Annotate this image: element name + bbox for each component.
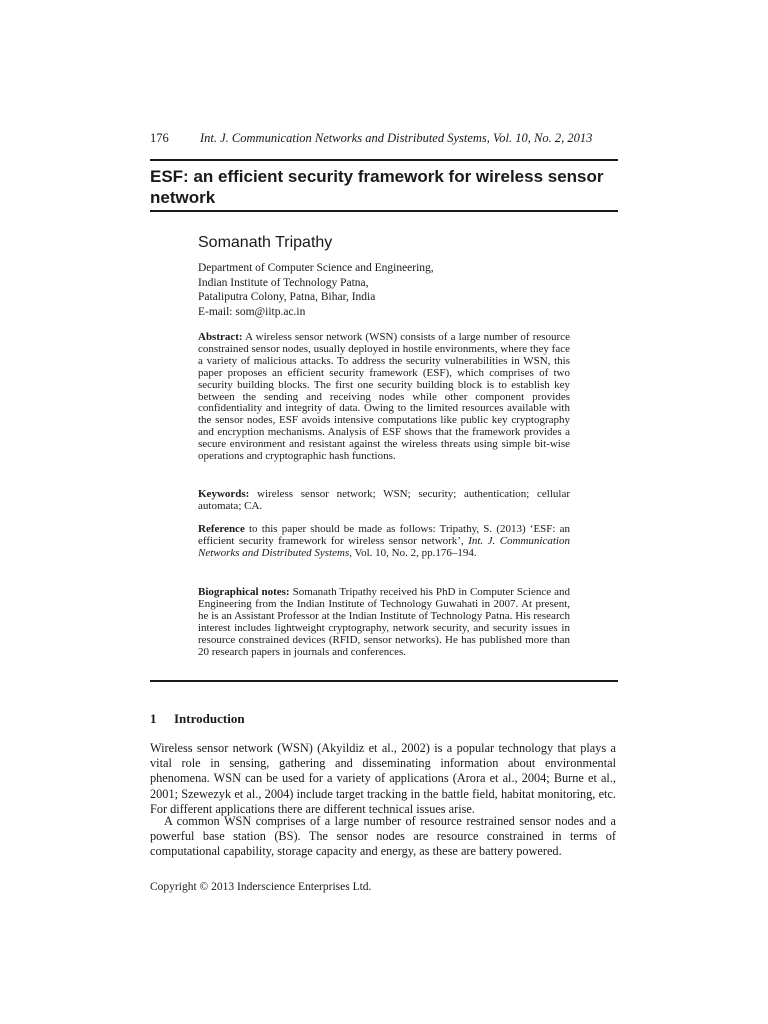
copyright-notice: Copyright © 2013 Inderscience Enterprises Ltd.: [150, 881, 372, 893]
paper-title: ESF: an efficient security framework for wireless sensor network: [150, 167, 604, 207]
affiliation-email: E-mail: som@iitp.ac.in: [198, 305, 306, 318]
abstract-label: Abstract:: [198, 331, 243, 343]
affiliation-institute: Indian Institute of Technology Patna,: [198, 276, 369, 289]
title-bottom-rule: [150, 210, 618, 212]
keywords: [198, 489, 570, 513]
author-name: Somanath Tripathy: [198, 234, 333, 251]
keywords-label: Keywords:: [198, 488, 250, 500]
front-matter-rule: [150, 680, 618, 682]
reference-journal: Int. J. Communication Networks and Distributed Systems: [198, 534, 570, 559]
affiliation-address: Pataliputra Colony, Patna, Bihar, India: [198, 291, 376, 304]
section-heading: [150, 711, 245, 727]
running-head: [150, 130, 606, 146]
section-number: 1: [150, 711, 157, 726]
abstract-text: A wireless sensor network (WSN) consists of a large number of resource constrained sensor nodes, usually deployed in hostile environments, where they face a variety of malicious attacks. To address the security vulnerabilities in WSN, this paper proposes an efficient security framework (ESF), which comprises of two security building blocks. The first one security building block is to establish key between the sending and receiving nodes while other component provides confidentiality and integrity of data. Owing to the limited resources available with the sensor nodes, ESF avoids intensive computations like public key cryptography and encryption mechanisms. Analysis of ESF shows that the framework provides a secure environment and resistant against the wireless threats using simple bit-wise operations and cryptographic hash functions.: [198, 331, 570, 463]
author-affiliation: [198, 261, 578, 319]
reference-volume: , Vol. 10, No. 2, pp.176–194.: [349, 546, 477, 559]
reference-text: to this paper should be made as follows: Tripathy, S. (2013) ‘ESF: an efficient security framework for wireless sensor network’,: [198, 523, 571, 547]
affiliation-department: Department of Computer Science and Engineering,: [198, 262, 434, 274]
biographical-notes: [198, 587, 570, 658]
page-number: 176: [150, 131, 169, 145]
abstract: [198, 332, 570, 463]
reference-label: Reference: [198, 523, 245, 535]
bio-label: Biographical notes:: [198, 586, 290, 598]
body-paragraph: Wireless sensor network (WSN) (Akyildiz et al., 2002) is a popular technology that plays a vital role in sensing, gathering and disseminating information about environmental phenomena. WSN can be used for a variety of applications (Arora et al., 2004; Burne et al., 2001; Szewezyk et al., 2004) include target tracking in the battle field, habitat monitoring, etc. For different applications there are different technical issues arise.: [150, 741, 616, 816]
title-top-rule: [150, 159, 618, 161]
reference-note: [198, 524, 570, 560]
body-paragraph: A common WSN comprises of a large number of resource restrained sensor nodes and a powerful base station (BS). The sensor nodes are resource constrained in terms of computational capability, storage capacity and energy, as these are battery powered.: [150, 814, 616, 859]
section-title: Introduction: [174, 711, 245, 726]
journal-citation: Int. J. Communication Networks and Distributed Systems, Vol. 10, No. 2, 2013: [200, 131, 593, 145]
keywords-text: wireless sensor network; WSN; security; authentication; cellular automata; CA.: [198, 488, 571, 512]
bio-text: Somanath Tripathy received his PhD in Computer Science and Engineering from the Indian Institute of Technology Guwahati in 2007. At present, he is an Assistant Professor at the Indian Institute of Technology Patna. His research interest includes lightweight cryptography, network security, and security issues in resource constrained devices (RFID, sensor networks). He has published more than 20 research papers in journals and conferences.: [198, 586, 570, 658]
